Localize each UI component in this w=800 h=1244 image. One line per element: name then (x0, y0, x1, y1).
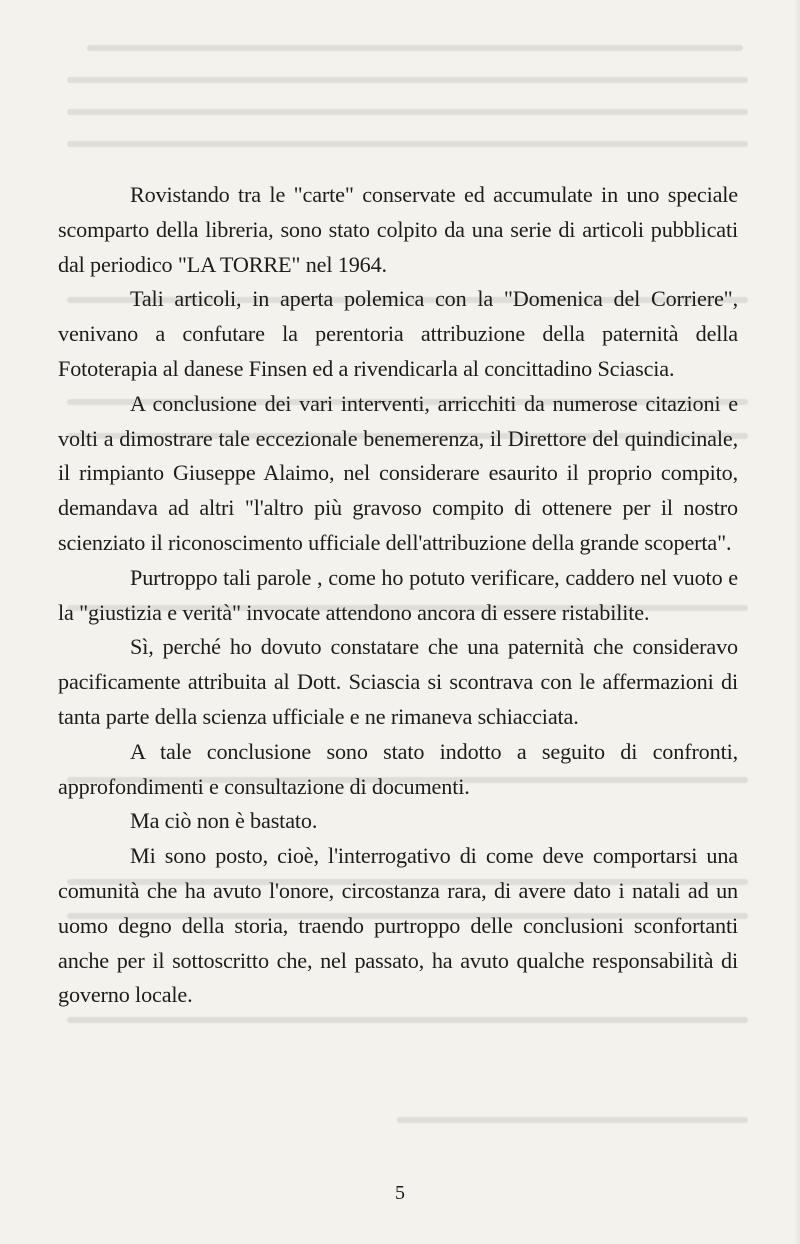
page-number: 5 (395, 1182, 405, 1204)
paragraph: Purtroppo tali parole , come ho potuto verificare, caddero nel vuoto e la "giustizia e verità" invocate attendono ancora di essere ristabilite. (58, 564, 738, 625)
paragraph: Mi sono posto, cioè, l'interrogativo di come deve comportarsi una comunità che ha avuto l'onore, circostanza rara, di avere dato i natali ad un uomo degno della storia, traendo purtroppo delle conclusioni sconfortanti anche per il sottoscritto che, nel passato, ha avuto qualche responsabilità di governo locale. (58, 843, 738, 1008)
paragraph: Rovistando tra le "carte" conservate ed accumulate in uno speciale scomparto della libreria, sono stato colpito da una serie di articoli pubblicati dal periodico "LA TORRE" nel 1964. (58, 182, 738, 277)
page-edge-shadow (794, 0, 800, 1244)
paragraph: A conclusione dei vari interventi, arricchiti da numerose citazioni e volti a dimostrare tale eccezionale benemerenza, il Direttore del quindicinale, il rimpianto Giuseppe Alaimo, nel considerare esaurito il proprio compito, demandava ad altri "l'altro più gravoso compito di ottenere per il nostro scienziato il riconoscimento ufficiale dell'attribuzione della grande scoperta". (58, 390, 738, 555)
paragraph: A tale conclusione sono stato indotto a seguito di confronti, approfondimenti e consultazione di documenti. (58, 738, 738, 799)
paragraph: Tali articoli, in aperta polemica con la "Domenica del Corriere", venivano a confutare la perentoria attribuzione della paternità della Fototerapia al danese Finsen ed a rivendicarla al concittadino Sciascia. (58, 286, 738, 381)
body-text (58, 178, 738, 1013)
paragraph: Ma ciò non è bastato. (130, 808, 318, 834)
paragraph: Sì, perché ho dovuto constatare che una paternità che consideravo pacificamente attribuita al Dott. Sciascia si scontrava con le affermazioni di tanta parte della scienza ufficiale e ne rimaneva schiacciata. (58, 634, 738, 729)
